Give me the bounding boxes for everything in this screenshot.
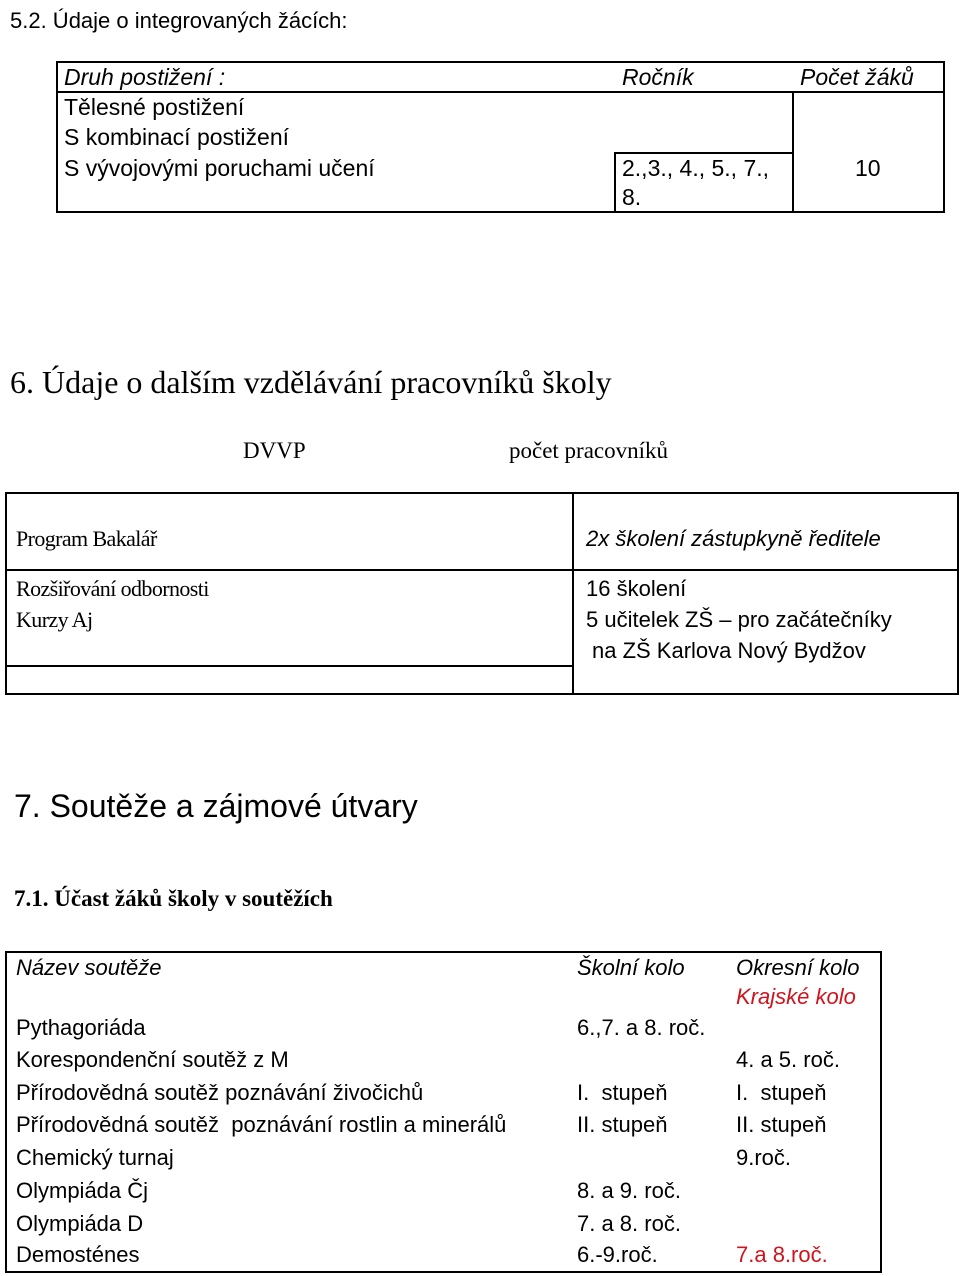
trainings-16: 16 školení <box>586 576 687 601</box>
section-7-heading: 7. Soutěže a zájmové útvary <box>14 788 418 824</box>
header-competition-name: Název soutěže <box>16 955 162 980</box>
competition-name: Korespondenční soutěž z M <box>16 1047 289 1072</box>
deputy-training: 2x školení zástupkyně ředitele <box>586 526 881 551</box>
competition-name: Demosténes <box>16 1242 140 1267</box>
header-disability-type: Druh postižení : <box>64 64 226 90</box>
grade-line-1: 2.,3., 4., 5., 7., <box>622 155 770 181</box>
regional-round-value: 7.a 8.roč. <box>736 1242 828 1267</box>
header-district-round: Okresní kolo <box>736 955 860 980</box>
competition-name: Olympiáda D <box>16 1211 144 1236</box>
kurzy-aj: Kurzy Aj <box>16 607 93 632</box>
competition-name: Přírodovědná soutěž poznávání živočichů <box>16 1080 424 1105</box>
header-regional-round: Krajské kolo <box>736 984 856 1009</box>
school-round-value: 6.,7. a 8. roč. <box>577 1015 706 1040</box>
rozsirovani-odbornosti: Rozšiřování odbornosti <box>16 576 209 601</box>
section-6-heading: 6. Údaje o dalším vzdělávání pracovníků školy <box>10 364 612 400</box>
competition-name: Přírodovědná soutěž poznávání rostlin a minerálů <box>16 1112 507 1137</box>
school-round-value: 6.-9.roč. <box>577 1242 658 1267</box>
district-round-value: I. stupeň <box>736 1080 827 1105</box>
district-round-value: II. stupeň <box>736 1112 827 1137</box>
school-round-value: 8. a 9. roč. <box>577 1178 681 1203</box>
teachers-beginners: 5 učitelek ZŠ – pro začátečníky <box>586 607 892 632</box>
row-physical-disability: Tělesné postižení <box>64 94 245 120</box>
staff-count-header: počet pracovníků <box>509 438 669 463</box>
pupil-count-value: 10 <box>855 155 881 181</box>
school-location: na ZŠ Karlova Nový Bydžov <box>592 638 866 663</box>
header-pupil-count: Počet žáků <box>800 64 914 90</box>
school-round-value: 7. a 8. roč. <box>577 1211 681 1236</box>
district-round-value: 9.roč. <box>736 1145 792 1170</box>
row-combined-disability: S kombinací postižení <box>64 124 290 150</box>
competition-name: Olympiáda Čj <box>16 1178 149 1203</box>
program-bakalar: Program Bakalář <box>16 526 157 551</box>
header-school-round: Školní kolo <box>577 955 685 980</box>
competition-name: Chemický turnaj <box>16 1145 174 1170</box>
section-5-2-heading: 5.2. Údaje o integrovaných žácích: <box>10 8 348 33</box>
row-learning-disorders: S vývojovými poruchami učení <box>64 155 375 181</box>
district-round-value: 4. a 5. roč. <box>736 1047 840 1072</box>
competition-name: Pythagoriáda <box>16 1015 146 1040</box>
school-round-value: I. stupeň <box>577 1080 668 1105</box>
header-grade: Ročník <box>622 64 694 90</box>
section-7-1-heading: 7.1. Účast žáků školy v soutěžích <box>14 886 333 911</box>
grade-line-2: 8. <box>622 184 642 210</box>
dvvp-header: DVVP <box>243 438 306 463</box>
school-round-value: II. stupeň <box>577 1112 668 1137</box>
